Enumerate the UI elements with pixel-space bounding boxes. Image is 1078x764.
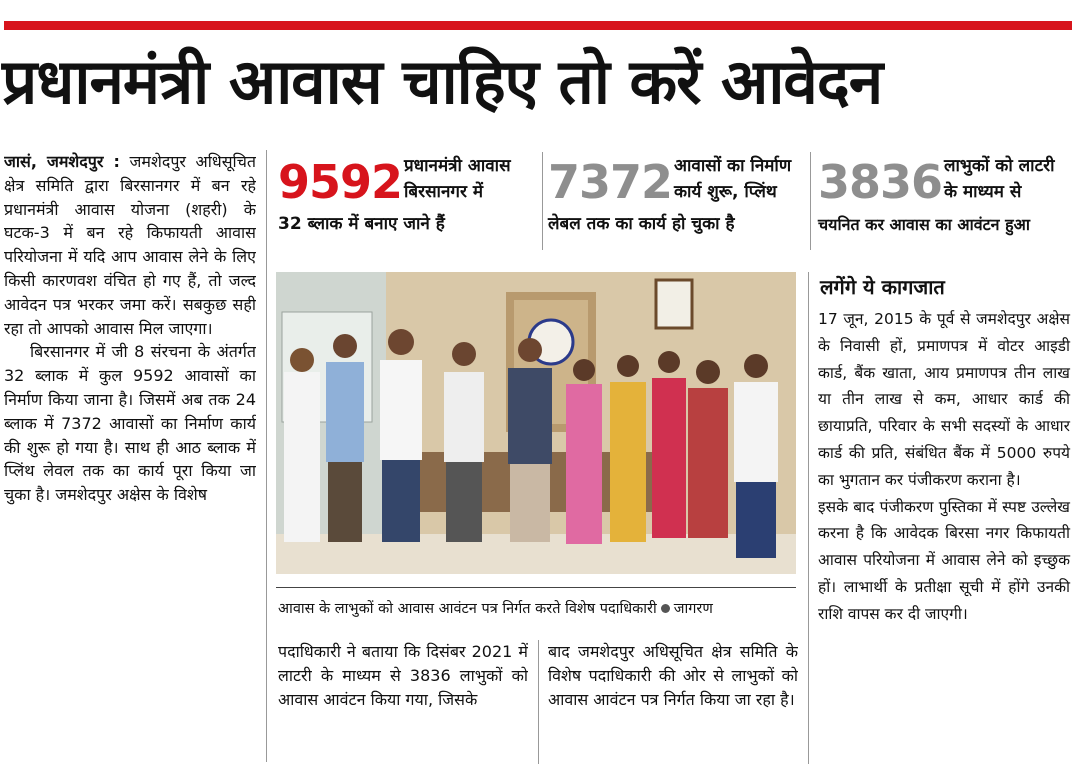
article-column-1 <box>4 150 256 760</box>
headline: प्रधानमंत्री आवास चाहिए तो करें आवेदन <box>2 45 883 118</box>
stat-number: 7372 <box>548 155 673 209</box>
stat-box-7372 <box>548 148 810 248</box>
article-paragraph-2: बिरसानगर में जी 8 संरचना के अंतर्गत 32 ब्लाक में कुल 9592 आवासों का निर्माण किया जाना है। जिसमें अब तक 24 ब्लाक में 7372 आवासों का निर्माण कार्य की शुरू हो गया है। साथ ही आठ ब्लाक में प्लिंथ लेवल तक का कार्य पूरा किया जा चुका है। जमशेदपुर अक्षेस के विशेष <box>4 342 256 505</box>
stat-number: 9592 <box>278 155 403 209</box>
group-photo-illustration <box>276 272 796 574</box>
stat-divider <box>810 152 811 250</box>
stat-label-line2: के माध्यम से <box>944 182 1022 202</box>
stat-box-3836 <box>818 148 1072 248</box>
article-column-3: बाद जमशेदपुर अधिसूचित क्षेत्र समिति के विशेष पदाधिकारी की ओर से लाभुकों को आवास आवंटन पत्र निर्गत किया जा रहा है। <box>548 642 798 709</box>
stat-divider <box>542 152 543 250</box>
stat-label-line3: 32 ब्लाक में बनाए जाने हैं <box>278 214 445 234</box>
stat-label-line1: प्रधानमंत्री आवास <box>404 156 511 176</box>
sidebar-paragraph-1: 17 जून, 2015 के पूर्व से जमशेदपुर अक्षेस के निवासी हों, प्रमाणपत्र में वोटर आइडी कार्ड, बैंक खाता, आय प्रमाणपत्र तीन लाख या तीन लाख से कम, आधार कार्ड की छायाप्रति, परिवार के सभी सदस्यों के आधार कार्ड की प्रति, संबंधित बैंक में 5000 रुपये का भुगतान कर पंजीकरण कराना है। <box>818 310 1070 489</box>
stat-label-line1: लाभुकों को लाटरी <box>944 156 1055 176</box>
article-column-2: पदाधिकारी ने बताया कि दिसंबर 2021 में लाटरी के माध्यम से 3836 लाभुकों को आवास आवंटन किया गया, जिसके <box>278 642 528 709</box>
stat-label-line1: आवासों का निर्माण <box>674 156 792 176</box>
news-photo <box>276 272 796 574</box>
header-red-rule <box>4 21 1072 30</box>
article-paragraph-1 <box>4 150 256 340</box>
caption-rule <box>276 587 796 588</box>
bullet-icon <box>661 604 670 613</box>
column-divider <box>266 150 267 762</box>
dateline: जासं, जमशेदपुर : <box>4 152 120 171</box>
stat-label-line2: बिरसानगर में <box>404 182 484 202</box>
caption-text: आवास के लाभुकों को आवास आवंटन पत्र निर्गत करते विशेष पदाधिकारी <box>278 601 657 617</box>
photo-credit: जागरण <box>673 601 713 617</box>
column-divider <box>538 640 539 764</box>
sidebar-paragraph-2: इसके बाद पंजीकरण पुस्तिका में स्पष्ट उल्लेख करना है कि आवेदक बिरसा नगर किफायती आवास परियोजना में आवास लेने को इच्छुक हों। लाभार्थी के प्रतीक्षा सूची में होंगे उनकी राशि वापस कर दी जाएगी। <box>818 497 1070 623</box>
photo-caption <box>278 598 798 620</box>
article-paragraph-1-text: जमशेदपुर अधिसूचित क्षेत्र समिति द्वारा बिरसानगर में बन रहे प्रधानमंत्री आवास योजना (शहरी) के घटक-3 में बन रहे किफायती आवास परियोजना में यदि आप आवास लेने के लिए किसी कारणवश वंचित हो गए हैं, तो जल्द आवेदन पत्र भरकर जमा करें। सबकुछ सही रहा तो आपको आवास मिल जाएगा। <box>4 152 256 338</box>
stat-number: 3836 <box>818 155 943 209</box>
stat-label-line2: कार्य शुरू, प्लिंथ <box>674 182 777 202</box>
documents-sidebar <box>818 272 1070 628</box>
stat-box-9592 <box>278 148 540 248</box>
column-divider <box>808 272 809 764</box>
stat-label-line3: चयनित कर आवास का आवंटन हुआ <box>818 215 1030 234</box>
stat-label-line3: लेबल तक का कार्य हो चुका है <box>548 214 735 234</box>
sidebar-heading: लगेंगे ये कागजात <box>820 275 945 299</box>
